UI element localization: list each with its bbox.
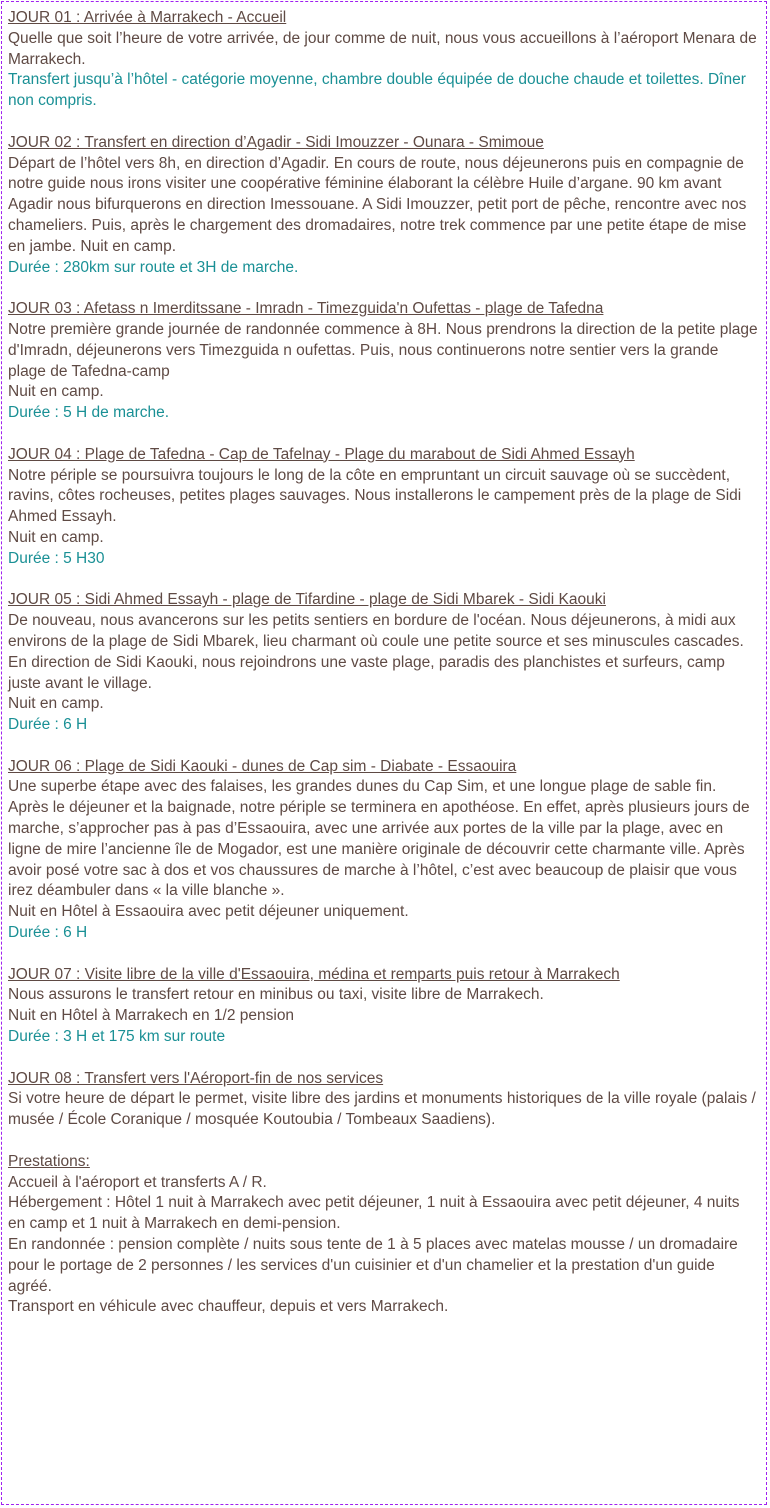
day-duration: Durée : 280km sur route et 3H de marche. <box>8 258 299 276</box>
day-07 <box>8 965 760 1048</box>
day-night: Nuit en camp. <box>8 695 104 713</box>
day-title: JOUR 01 : Arrivée à Marrakech - Accueil <box>8 9 287 26</box>
day-title: JOUR 08 : Transfert vers l'Aéroport-fin de nos services <box>8 1069 384 1087</box>
day-title: JOUR 02 : Transfert en direction d’Agadir - Sidi Imouzzer - Ounara - Smimoue <box>8 133 544 151</box>
day-duration: Durée : 6 H <box>8 716 88 734</box>
day-text: Notre périple se poursuivra toujours le long de la côte en empruntant un circuit sauvage où se succèdent, ravins, côtes rocheuses, petites plages sauvages. Nous installerons le campement près de la plage de Sidi Ahmed Essayh. <box>8 466 742 526</box>
day-text: Une superbe étape avec des falaises, les grandes dunes du Cap Sim, et une longue plage de sable fin. Après le déjeuner et la baignade, notre périple se terminera en apothéose. En effet, après plusieurs jours de marche, s’approcher pas à pas d’Essaouira, avec une arrivée aux portes de la ville par la plage, avec en ligne de mire l’ancienne île de Mogador, est une manière originale de découvrir cette charmante ville. Après avoir posé votre sac à dos et vos chaussures de marche à l’hôtel, c’est avec beaucoup de plaisir que vous irez déambuler dans « la ville blanche ». <box>8 778 750 900</box>
day-05 <box>8 590 760 736</box>
day-duration: Durée : 6 H <box>8 924 88 942</box>
day-title: JOUR 07 : Visite libre de la ville d'Essaouira, médina et remparts puis retour à Marrakech <box>8 965 620 983</box>
prestation-item: Transport en véhicule avec chauffeur, depuis et vers Marrakech. <box>8 1298 449 1316</box>
day-text: Notre première grande journée de randonnée commence à 8H. Nous prendrons la direction de la petite plage d'Imradn, déjeunerons vers Timezguida n oufettas. Puis, nous continuerons notre sentier vers la grande plage de Tafedna-camp <box>8 320 758 380</box>
day-06 <box>8 757 760 944</box>
day-night: Nuit en Hôtel à Marrakech en 1/2 pension <box>8 1007 295 1025</box>
prestation-item: En randonnée : pension complète / nuits sous tente de 1 à 5 places avec matelas mousse / un dromadaire pour le portage de 2 personnes / les services d'un cuisinier et d'un chamelier et la prestation d'un guide agréé. <box>8 1236 738 1295</box>
day-night: Nuit en camp. <box>8 383 104 401</box>
day-text: De nouveau, nous avancerons sur les petits sentiers en bordure de l'océan. Nous déjeunerons, à midi aux environs de la plage de Sidi Mbarek, lieu charmant où coule une petite source et ses minuscules cascades. En direction de Sidi Kaouki, nous rejoindrons une vaste plage, paradis des planchistes et surfeurs, camp juste avant le village. <box>8 612 744 692</box>
prestation-item: Hébergement : Hôtel 1 nuit à Marrakech avec petit déjeuner, 1 nuit à Essaouira avec petit déjeuner, 4 nuits en camp et 1 nuit à Marrakech en demi-pension. <box>8 1194 740 1233</box>
itinerary-text <box>8 8 760 1318</box>
day-duration: Durée : 5 H de marche. <box>8 404 170 422</box>
day-duration: Durée : 3 H et 175 km sur route <box>8 1028 226 1046</box>
day-text: Nous assurons le transfert retour en minibus ou taxi, visite libre de Marrakech. <box>8 986 544 1004</box>
day-title: JOUR 03 : Afetass n Imerditssane - Imradn - Timezguida'n Oufettas - plage de Tafedna <box>8 300 604 318</box>
day-highlight: Transfert jusqu’à l’hôtel - catégorie moyenne, chambre double équipée de douche chaude et toilettes. Dîner non compris. <box>8 71 746 110</box>
day-text: Si votre heure de départ le permet, visite libre des jardins et monuments historiques de la ville royale (palais / musée / École Coranique / mosquée Koutoubia / Tombeaux Saadiens). <box>8 1090 756 1129</box>
prestations-title: Prestations: <box>8 1152 90 1170</box>
day-duration: Durée : 5 H30 <box>8 549 105 567</box>
prestation-item: Accueil à l'aéroport et transferts A / R. <box>8 1173 267 1191</box>
day-08 <box>8 1069 760 1131</box>
day-text: Départ de l’hôtel vers 8h, en direction d’Agadir. En cours de route, nous déjeunerons puis en compagnie de notre guide nous irons visiter une coopérative féminine élaborant la célèbre Huile d’argane. 90 km avant Agadir nous bifurquerons en direction Imessouane. A Sidi Imouzzer, petit port de pêche, rencontre avec nos chameliers. Puis, après le chargement des dromadaires, notre trek commence par une petite étape de mise en jambe. Nuit en camp. <box>8 154 747 255</box>
prestations <box>8 1152 760 1318</box>
day-text: Quelle que soit l’heure de votre arrivée, de jour comme de nuit, nous vous accueillons à l’aéroport Menara de Marrakech. <box>8 29 757 68</box>
day-night: Nuit en Hôtel à Essaouira avec petit déjeuner uniquement. <box>8 903 409 921</box>
day-title: JOUR 04 : Plage de Tafedna - Cap de Tafelnay - Plage du marabout de Sidi Ahmed Essayh <box>8 445 635 463</box>
day-03 <box>8 299 760 424</box>
day-title: JOUR 05 : Sidi Ahmed Essayh - plage de Tifardine - plage de Sidi Mbarek - Sidi Kaouki <box>8 591 606 609</box>
day-04 <box>8 445 760 570</box>
day-02 <box>8 133 760 279</box>
day-title: JOUR 06 : Plage de Sidi Kaouki - dunes de Cap sim - Diabate - Essaouira <box>8 757 517 775</box>
day-night: Nuit en camp. <box>8 528 104 546</box>
day-01 <box>8 8 760 112</box>
